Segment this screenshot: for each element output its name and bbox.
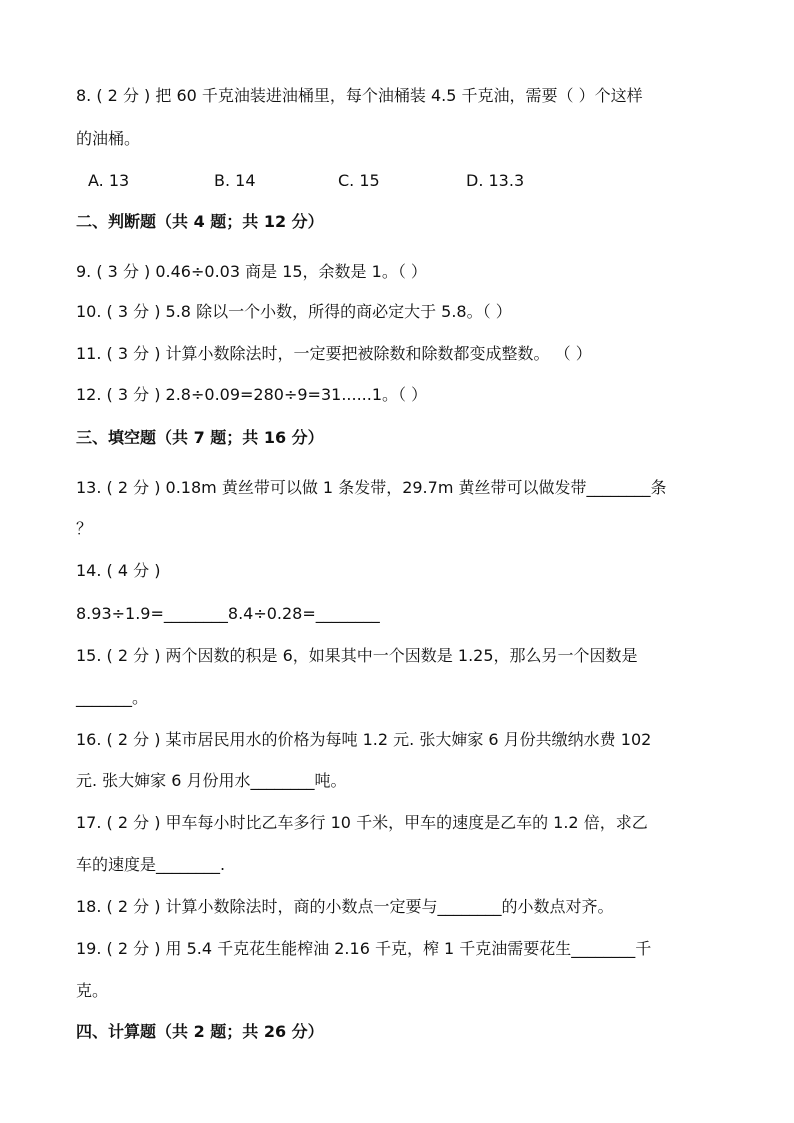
- question-8-option-d: D. 13.3: [466, 171, 525, 190]
- question-8-line-1: 8. ( 2 分 ) 把 60 千克油装进油桶里，每个油桶装 4.5 千克油，需要（ ）个这样: [76, 86, 643, 105]
- question-13-line-1: 13. ( 2 分 ) 0.18m 黄丝带可以做 1 条发带，29.7m 黄丝带可以做发带________条: [76, 478, 667, 497]
- question-14-line-1: 14. ( 4 分 ): [76, 561, 161, 580]
- question-10: 10. ( 3 分 ) 5.8 除以一个小数，所得的商必定大于 5.8。（ ）: [76, 302, 512, 321]
- question-14-line-2: 8.93÷1.9=________8.4÷0.28=________: [76, 604, 380, 623]
- question-19-line-2: 克。: [76, 981, 109, 1000]
- question-11: 11. ( 3 分 ) 计算小数除法时，一定要把被除数和除数都变成整数。 （ ）: [76, 344, 592, 363]
- question-19-line-1: 19. ( 2 分 ) 用 5.4 千克花生能榨油 2.16 千克，榨 1 千克油需要花生________千: [76, 939, 652, 958]
- question-17-line-2: 车的速度是________.: [76, 855, 226, 874]
- question-17-line-1: 17. ( 2 分 ) 甲车每小时比乙车多行 10 千米，甲车的速度是乙车的 1.2 倍，求乙: [76, 813, 648, 832]
- question-16-line-2: 元. 张大婶家 6 月份用水________吨。: [76, 771, 347, 790]
- question-12: 12. ( 3 分 ) 2.8÷0.09=280÷9=31......1。（ ）: [76, 385, 428, 404]
- question-15-line-2: _______。: [76, 688, 149, 707]
- question-8-option-c: C. 15: [338, 171, 380, 190]
- question-15-line-1: 15. ( 2 分 ) 两个因数的积是 6，如果其中一个因数是 1.25，那么另一个因数是: [76, 646, 638, 665]
- question-9: 9. ( 3 分 ) 0.46÷0.03 商是 15，余数是 1。（ ）: [76, 262, 427, 281]
- question-8-line-2: 的油桶。: [76, 129, 141, 148]
- question-8-option-a: A. 13: [88, 171, 130, 190]
- question-13-line-2: ？: [76, 519, 93, 538]
- question-16-line-1: 16. ( 2 分 ) 某市居民用水的价格为每吨 1.2 元. 张大婶家 6 月份共缴纳水费 102: [76, 730, 652, 749]
- question-18: 18. ( 2 分 ) 计算小数除法时，商的小数点一定要与________的小数点对齐。: [76, 897, 614, 916]
- section-2-title: 二、判断题（共 4 题；共 12 分）: [76, 212, 324, 231]
- section-4-title: 四、计算题（共 2 题；共 26 分）: [76, 1022, 324, 1041]
- question-8-option-b: B. 14: [214, 171, 256, 190]
- section-3-title: 三、填空题（共 7 题；共 16 分）: [76, 428, 324, 447]
